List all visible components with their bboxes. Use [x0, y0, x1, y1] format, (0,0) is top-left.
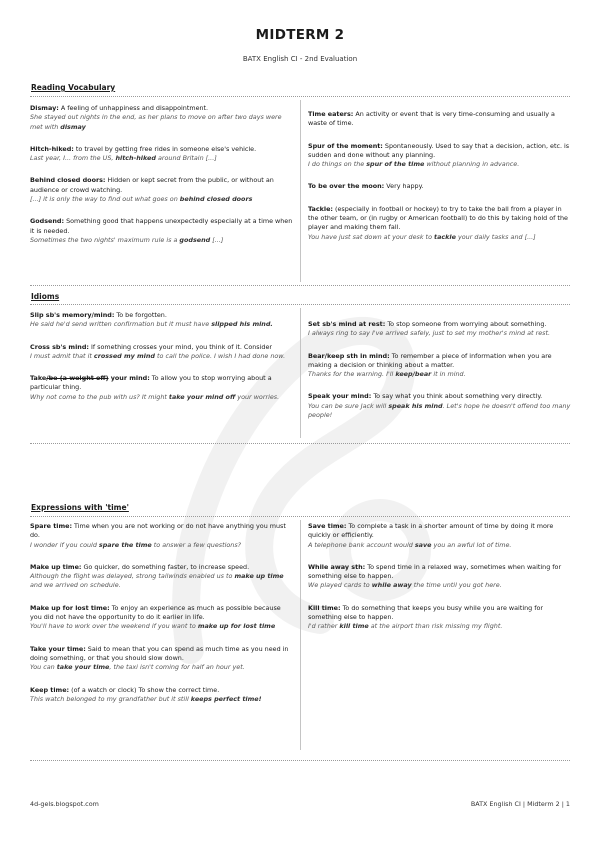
- vocabulary-entry: [308, 110, 572, 129]
- example-highlight: kill time: [339, 622, 369, 631]
- example-text: Sometimes the two nights' maximum rule is a: [30, 235, 180, 244]
- vocabulary-entry: [30, 343, 294, 362]
- example-highlight: crossed my mind: [93, 351, 156, 360]
- section-divider: [30, 304, 570, 305]
- entry-term: Take/be (a weight off) your mind:: [30, 374, 150, 383]
- example-text: You can: [30, 663, 57, 672]
- example-highlight: tackle: [434, 232, 456, 241]
- example-text: it in mind.: [431, 370, 466, 379]
- example-text: your worries.: [235, 392, 280, 401]
- entry-term: Bear/keep sth in mind:: [308, 351, 390, 360]
- entry-definition: To say what you think about something very directly.: [371, 392, 543, 401]
- section-heading-idioms: Idioms: [31, 292, 60, 301]
- example-highlight: hitch-hiked: [115, 154, 156, 163]
- reading-right-column: [308, 110, 572, 255]
- vocabulary-entry: [308, 352, 572, 380]
- entry-term: Dismay:: [30, 104, 59, 112]
- idioms-right-column: [308, 320, 572, 433]
- entry-example: [308, 233, 572, 242]
- entry-term: Behind closed doors:: [30, 176, 106, 185]
- entry-definition: to travel by getting free rides in someone else's vehicle.: [73, 144, 257, 153]
- example-highlight: keeps perfect time!: [190, 694, 262, 703]
- vocabulary-entry: [30, 645, 294, 673]
- entry-definition: A feeling of unhappiness and disappointment.: [58, 104, 209, 112]
- entry-example: [308, 329, 572, 338]
- entry-example: [30, 154, 294, 163]
- section-divider: [30, 285, 570, 286]
- example-text: I'd rather: [308, 622, 340, 631]
- vocabulary-entry: [308, 182, 572, 191]
- example-highlight: spare the time: [98, 540, 152, 549]
- example-text: to call the police. I wish I had done now.: [155, 351, 286, 360]
- page-subtitle: BATX English CI - 2nd Evaluation: [242, 55, 358, 63]
- example-text: , the taxi isn't coming for half an hour yet.: [109, 663, 245, 672]
- entry-example: [30, 622, 294, 631]
- example-highlight: take your time: [56, 663, 110, 672]
- example-text: I do things on the: [308, 160, 367, 169]
- section-divider: [30, 96, 570, 97]
- example-highlight: spur of the time: [366, 160, 425, 169]
- entry-definition: Very happy.: [384, 182, 424, 191]
- example-highlight: make up time: [234, 572, 284, 581]
- entry-example: [30, 393, 294, 402]
- entry-example: [30, 113, 294, 132]
- example-text: We played cards to: [308, 581, 372, 590]
- entry-definition: Go quicker, do something faster, to increase speed.: [81, 562, 250, 571]
- example-text: I always ring to say I've arrived safely, just to set my mother's mind at rest.: [308, 329, 550, 338]
- entry-term: Kill time:: [308, 603, 341, 612]
- entry-term: Make up for lost time:: [30, 603, 110, 612]
- example-text: A telephone bank account would: [308, 540, 415, 549]
- example-highlight: take your mind off: [168, 392, 236, 401]
- entry-term: Spare time:: [30, 522, 72, 530]
- entry-definition: To remember a piece of information when you are making a decision or thinking about a matter.: [308, 351, 552, 369]
- entry-example: [30, 541, 294, 550]
- entry-definition: Spontaneously. Used to say that a decision, action, etc. is sudden and done without any planning.: [308, 141, 570, 159]
- vocabulary-entry: [30, 145, 294, 164]
- example-highlight: keep/bear: [395, 370, 432, 379]
- entry-definition: (of a watch or clock) To show the correct time.: [69, 685, 220, 694]
- entry-example: [30, 195, 294, 204]
- entry-term: To be over the moon:: [308, 182, 385, 191]
- entry-definition: To be forgotten.: [114, 311, 167, 319]
- vocabulary-entry: [30, 217, 294, 245]
- vocabulary-entry: [30, 522, 294, 550]
- entry-term: Slip sb's memory/mind:: [30, 311, 115, 319]
- section-divider: [30, 443, 570, 444]
- example-text: the time until you got here.: [411, 581, 502, 590]
- entry-definition: To stop someone from worrying about something.: [385, 320, 547, 328]
- entry-term: Godsend:: [30, 217, 65, 226]
- entry-term: Keep time:: [30, 685, 70, 694]
- example-text: I must admit that it: [30, 351, 94, 360]
- vocabulary-entry: [308, 604, 572, 632]
- entry-example: [308, 402, 572, 421]
- footer-blog-url[interactable]: 4d-gels.blogspot.com: [30, 800, 99, 808]
- entry-example: [30, 236, 294, 245]
- entry-definition: To spend time in a relaxed way, sometimes when waiting for something else to happen.: [308, 562, 562, 581]
- example-text: without planning in advance.: [424, 160, 520, 169]
- vocabulary-entry: [30, 176, 294, 204]
- column-divider: [300, 520, 301, 750]
- example-text: You have just sat down at your desk to: [308, 232, 435, 241]
- example-text: [...] it is only the way to find out what goes on: [30, 195, 180, 204]
- example-highlight: save: [414, 540, 432, 549]
- entry-example: [30, 663, 294, 672]
- vocabulary-entry: [308, 142, 572, 170]
- example-text: to answer a few questions?: [151, 540, 242, 549]
- entry-term: Spur of the moment:: [308, 141, 383, 150]
- reading-left-column: [30, 104, 294, 258]
- example-highlight: make up for lost time: [197, 622, 276, 631]
- example-text: and we arrived on schedule.: [30, 581, 121, 590]
- entry-example: [308, 160, 572, 169]
- example-highlight: speak his mind: [388, 401, 443, 410]
- example-highlight: slipped his mind.: [211, 320, 273, 329]
- entry-term: Tackle:: [308, 204, 333, 213]
- entry-example: [30, 572, 294, 591]
- example-text: Last year, I... from the US,: [30, 154, 116, 163]
- example-text: He said he'd send written confirmation but it must have: [30, 320, 212, 329]
- expressions-right-column: [308, 522, 572, 645]
- example-text: You can be sure Jack will: [308, 401, 389, 410]
- example-text: at the airport than risk missing my flight.: [368, 622, 503, 631]
- example-text: She stayed out nights in the end, as her plans to move on after two days were met with: [30, 113, 282, 131]
- entry-example: [30, 320, 294, 329]
- example-text: Although the flight was delayed, strong tailwinds enabled us to: [30, 572, 235, 581]
- entry-term: Make up time:: [30, 562, 82, 571]
- entry-term: Speak your mind:: [308, 392, 372, 401]
- entry-definition: If something crosses your mind, you think of it. Consider: [88, 342, 273, 351]
- example-text: around Britain [...]: [155, 154, 217, 163]
- example-text: you an awful lot of time.: [431, 540, 512, 549]
- column-divider: [300, 100, 301, 282]
- idioms-left-column: [30, 311, 294, 415]
- entry-example: [308, 581, 572, 590]
- entry-definition: To complete a task in a shorter amount of time by doing it more quickly or efficiently.: [308, 522, 554, 540]
- entry-definition: Hidden or kept secret from the public, or without an audience or crowd watching.: [30, 176, 274, 194]
- example-text: Thanks for the warning. I'll: [308, 370, 396, 379]
- entry-example: [308, 541, 572, 550]
- entry-definition: To allow you to stop worrying about a particular thing.: [30, 374, 272, 392]
- expressions-left-column: [30, 522, 294, 717]
- example-text: You'll have to work over the weekend if you want to: [30, 622, 198, 631]
- entry-term: Take your time:: [30, 644, 86, 653]
- entry-term: Hitch-hiked:: [30, 144, 74, 153]
- entry-definition: To do something that keeps you busy while you are waiting for something else to happen.: [308, 603, 544, 622]
- page-title: MIDTERM 2: [255, 27, 345, 43]
- example-text: [...]: [210, 235, 224, 244]
- vocabulary-entry: [30, 311, 294, 330]
- entry-definition: Time when you are not working or do not have anything you must do.: [30, 522, 286, 540]
- vocabulary-entry: [30, 686, 294, 705]
- example-highlight: godsend: [179, 235, 211, 244]
- example-highlight: behind closed doors: [179, 195, 253, 204]
- vocabulary-entry: [308, 563, 572, 591]
- entry-example: [308, 370, 572, 379]
- section-divider: [30, 516, 570, 517]
- column-divider: [300, 308, 301, 438]
- entry-term: Save time:: [308, 522, 347, 530]
- vocabulary-entry: [308, 205, 572, 242]
- entry-definition: To enjoy an experience as much as possible because you did not have the opportunity to do it earlier in life.: [30, 603, 281, 622]
- entry-definition: An activity or event that is very time-consuming and usually a waste of time.: [308, 110, 555, 128]
- entry-definition: Said to mean that you can spend as much time as you need in doing something, or that you should slow down.: [30, 644, 289, 662]
- section-heading-reading: Reading Vocabulary: [31, 83, 116, 92]
- vocabulary-entry: [308, 522, 572, 550]
- vocabulary-entry: [30, 563, 294, 591]
- vocabulary-entry: [30, 604, 294, 632]
- vocabulary-entry: [308, 320, 572, 339]
- example-highlight: dismay: [60, 122, 86, 131]
- example-highlight: while away: [371, 581, 412, 590]
- footer-page-info: BATX English CI | Midterm 2 | 1: [470, 800, 570, 808]
- vocabulary-entry: [30, 104, 294, 132]
- entry-term: While away sth:: [308, 562, 366, 571]
- entry-example: [30, 352, 294, 361]
- entry-definition: Something good that happens unexpectedly especially at a time when it is needed.: [30, 217, 293, 235]
- section-divider: [30, 760, 570, 761]
- entry-definition: (especially in football or hockey) to try to take the ball from a player in the other team, or (in rugby or American football) to do this by taking hold of the player and making them fall.: [308, 204, 568, 232]
- example-text: . Let's hope he doesn't offend too many people!: [308, 401, 571, 420]
- entry-term: Set sb's mind at rest:: [308, 320, 386, 328]
- vocabulary-entry: [30, 374, 294, 402]
- example-text: This watch belonged to my grandfather but it still: [30, 694, 191, 703]
- entry-term: Cross sb's mind:: [30, 342, 89, 351]
- section-heading-expressions: Expressions with 'time': [31, 503, 129, 512]
- entry-example: [30, 695, 294, 704]
- example-text: I wonder if you could: [30, 540, 99, 549]
- entry-example: [308, 622, 572, 631]
- entry-term: Time eaters:: [308, 110, 354, 118]
- vocabulary-entry: [308, 392, 572, 420]
- struck-text: /be (a weight off): [46, 374, 109, 383]
- example-text: your daily tasks and [...]: [455, 232, 536, 241]
- example-text: Why not come to the pub with us? It might: [30, 392, 169, 401]
